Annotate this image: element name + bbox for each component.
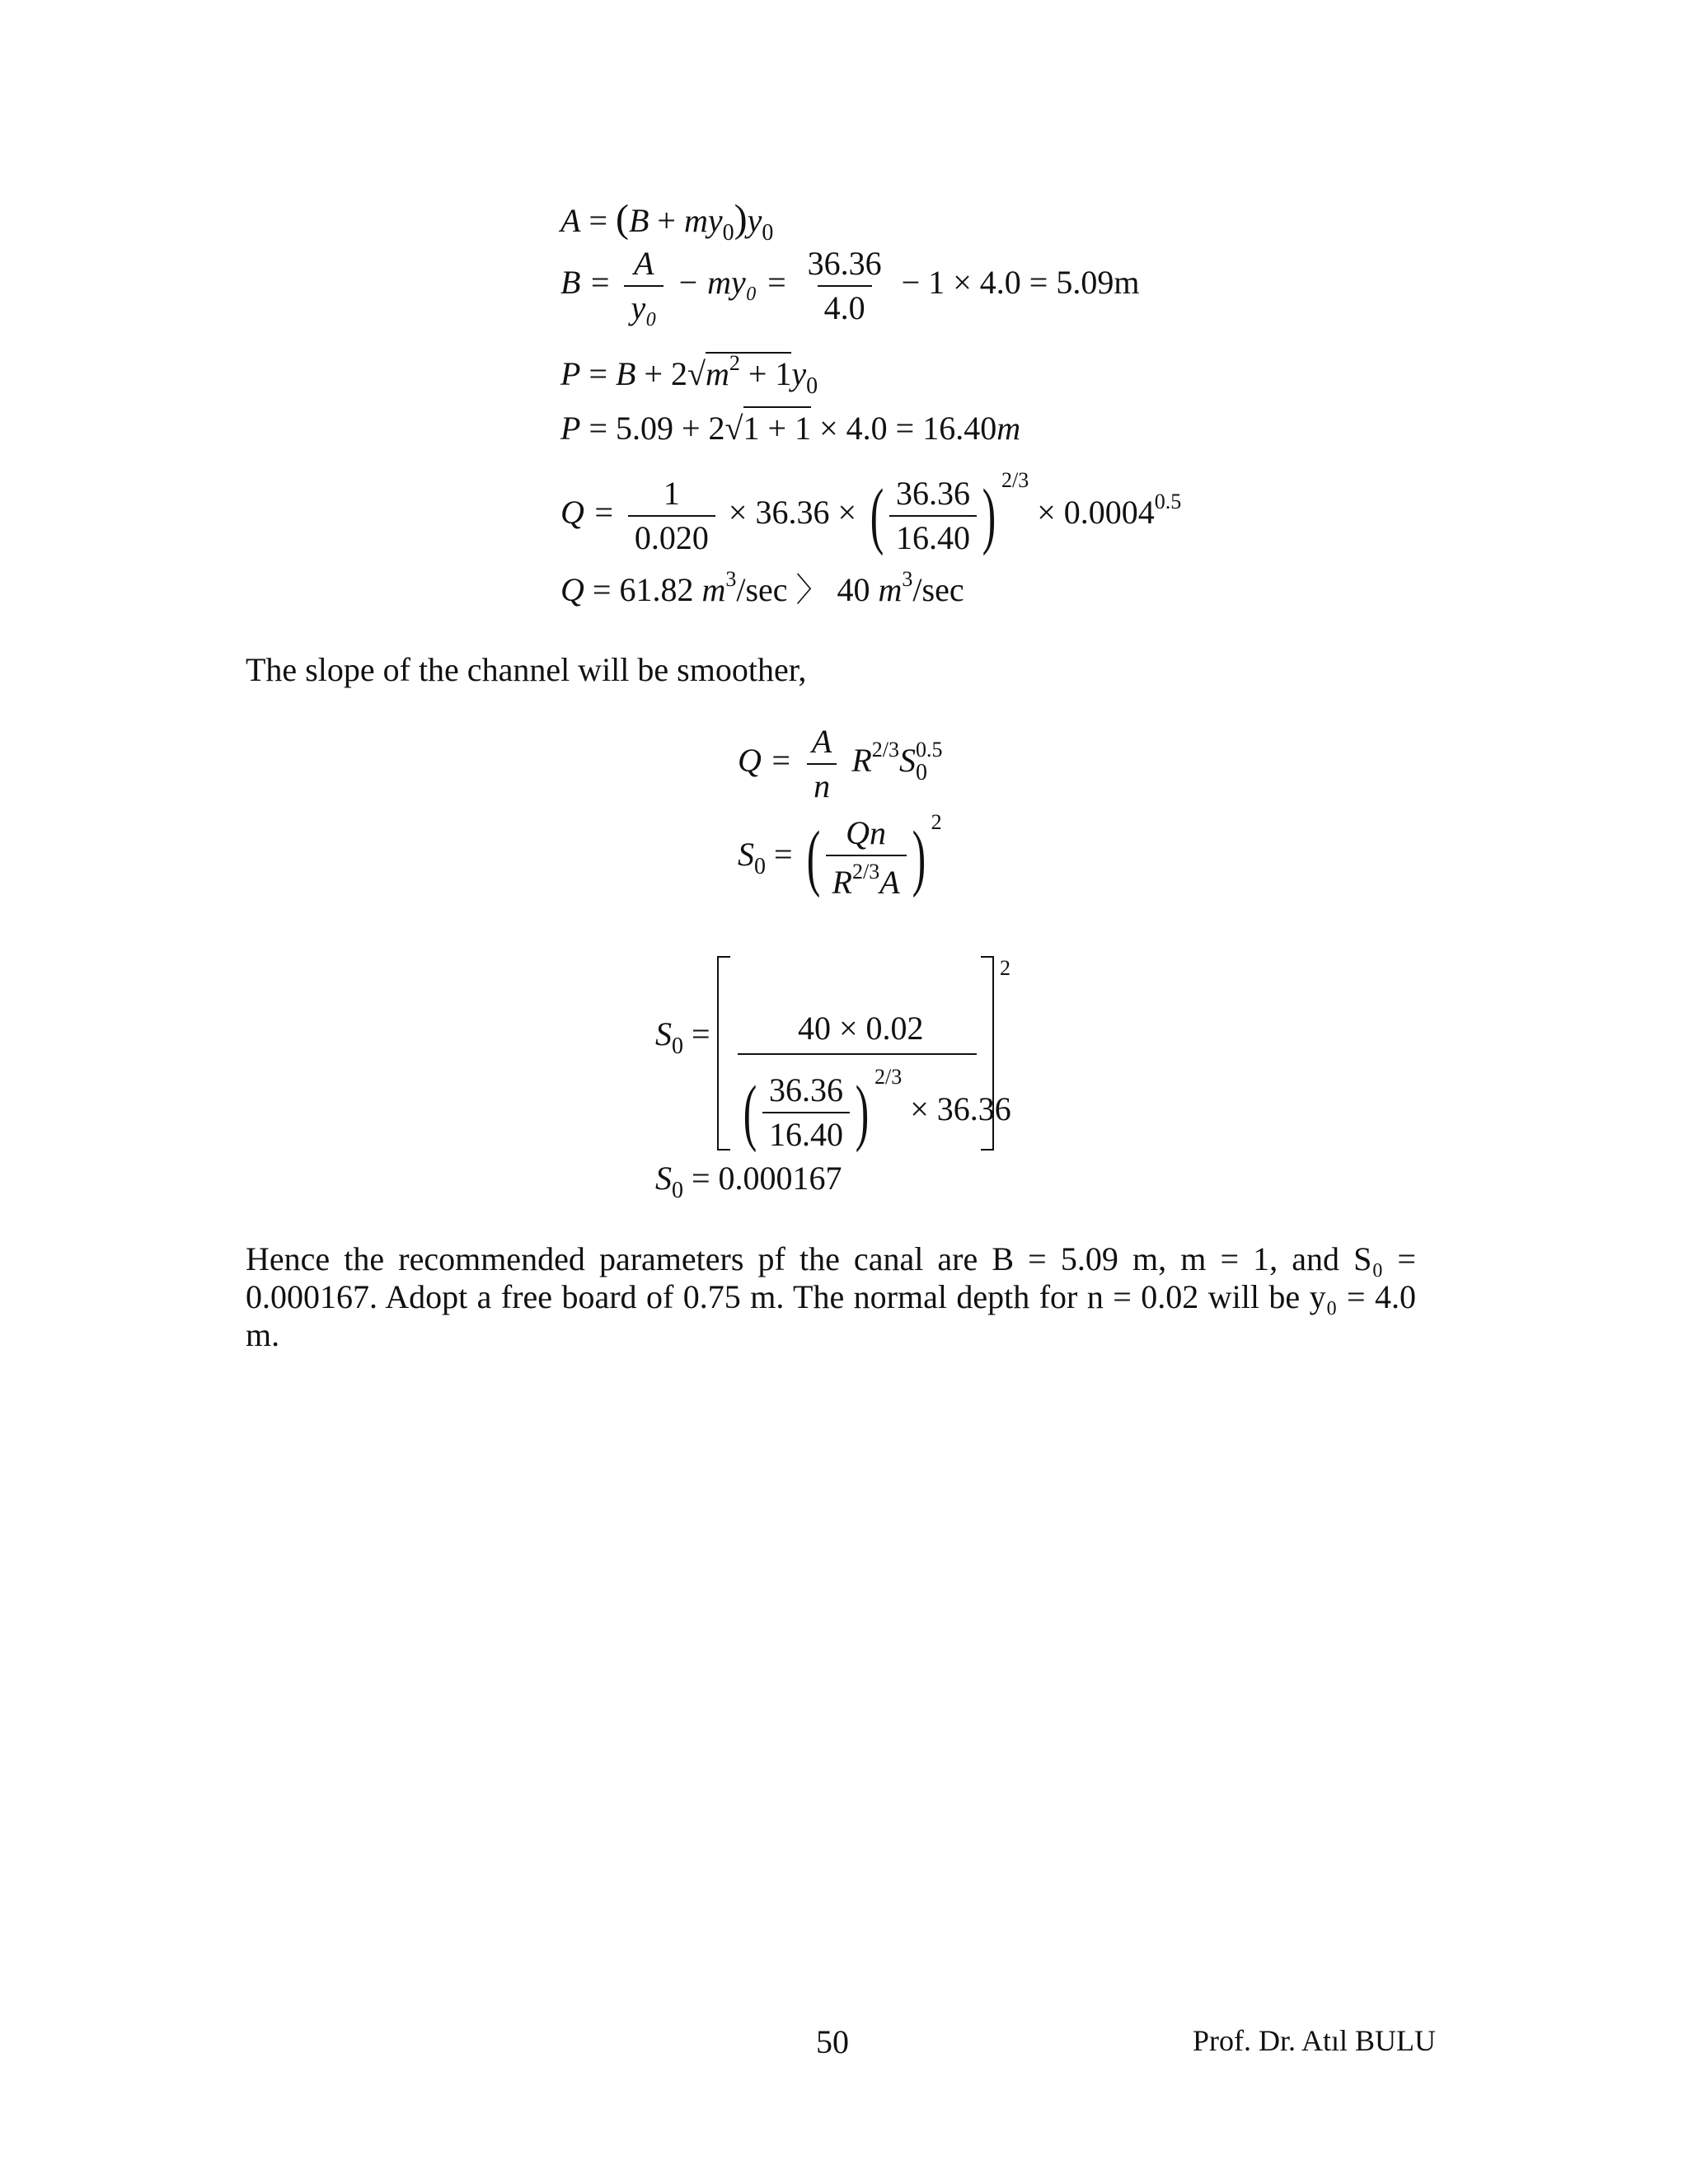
equation-perimeter-value: P = 5.09 + 2√1 + 1 × 4.0 = 16.40m xyxy=(560,412,1020,445)
equation-discharge: Q = $\frac{1}{0.020}$ × 36.36 × ( $\frac{36.36}{16.40}$ ) $^{2/3} \times 0.0004^{0.5}$ xyxy=(560,468,1182,556)
equation-bottom-width: B = $\frac{A}{\text{y₀}}$ − my₀ = $\frac{36.36}{4.0}$ − 1 × 4.0 = 5.09m xyxy=(560,245,1140,326)
footer-author: Prof. Dr. Atıl BULU xyxy=(1193,2024,1437,2057)
fraction-line xyxy=(738,1053,977,1055)
left-bracket xyxy=(717,956,730,1151)
equation-manning: Q = $\frac{A}{n}$ $R^{2/3}S_0^{0.5}$ xyxy=(738,723,943,804)
equation-slope-formula: $S_0$ = ( $\frac{Qn}{R^{2/3}A}$ ) $^2$ xyxy=(738,810,942,901)
equation-discharge-value: Q = 61.82 $m^3/\sec$ 〉 40 $m^3/\sec$ xyxy=(560,567,964,608)
paragraph-conclusion: Hence the recommended parameters pf the canal are B = 5.09 m, m = 1, and S₀ = 0.000167. Adopt a free board of 0.75 m. The normal depth for n = 0.02 will be y₀ = 4.0 m. xyxy=(246,1240,1416,1353)
paragraph-slope: The slope of the channel will be smoother, xyxy=(246,651,807,688)
equation-slope-substituted-label: $S_0$ = xyxy=(655,1015,710,1059)
equation-slope-numerator: 40 × 0.02 xyxy=(798,1010,924,1047)
page-number: 50 xyxy=(816,2023,849,2060)
equation-slope-result: $S_0 = 0.000167$ xyxy=(655,1160,842,1203)
bracket-exponent: 2 xyxy=(1000,956,1010,980)
equation-slope-denominator: ( $\frac{36.36}{16.40}$ ) $^{2/3}$ × 36.36 xyxy=(743,1065,1011,1153)
equation-area: $A = (B + my_0)y_0$ xyxy=(560,197,774,246)
equation-perimeter: $P = B + 2√m^2 + 1y_0$ xyxy=(560,351,818,399)
